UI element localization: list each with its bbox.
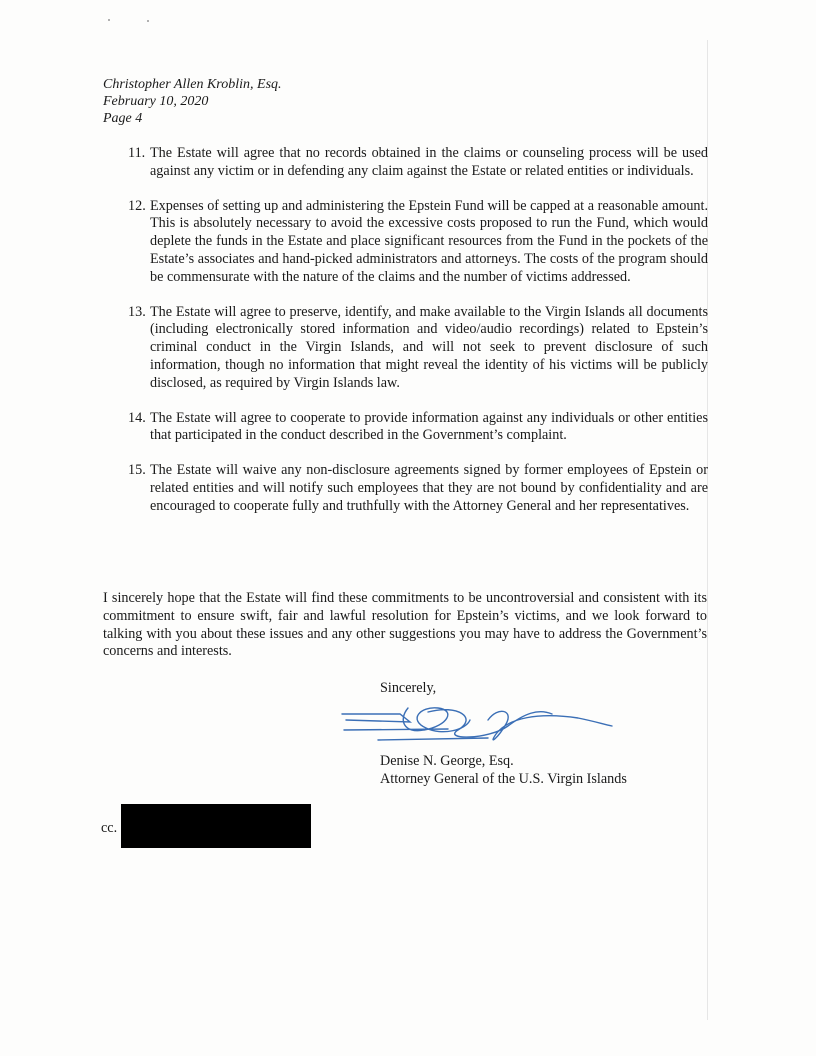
closing-paragraph: I sincerely hope that the Estate will find these commitments to be uncontroversial and consistent with its commitment to ensure swift, fair and lawful resolution for Epstein’s victims, and we look forward to talking with you about these issues and any other suggestions you may have to address the Government’s concerns and interests. <box>103 590 707 660</box>
item-text: The Estate will agree that no records obtained in the claims or counseling process will be used against any victim or in defending any claim against the Estate or related entities or individuals. <box>150 145 708 179</box>
item-number: 14. <box>128 409 146 426</box>
numbered-commitments <box>128 145 708 533</box>
letter-header <box>103 76 282 127</box>
list-item <box>128 145 708 181</box>
letter-date: February 10, 2020 <box>103 94 209 109</box>
page-number: Page 4 <box>103 111 143 126</box>
list-item <box>128 304 708 393</box>
item-text: Expenses of setting up and administering the Epstein Fund will be capped at a reasonable amount. This is absolutely necessary to avoid the excessive costs proposed to run the Fund, which would deplete the funds in the Estate and place significant resources from the Fund in the pockets of the Estate’s associates and hand-picked administrators and attorneys. The costs of the program should be commensurate with the nature of the claims and the number of victims addressed. <box>150 197 708 285</box>
redaction-box <box>121 804 311 848</box>
sign-off: Sincerely, <box>380 680 437 696</box>
item-number: 12. <box>128 197 146 214</box>
cc-label: cc. <box>101 820 118 836</box>
list-item <box>128 462 708 515</box>
list-item <box>128 410 708 446</box>
list-item <box>128 198 708 287</box>
signer-name: Denise N. George, Esq. <box>380 753 514 769</box>
scan-speck <box>147 20 149 22</box>
signer-title: Attorney General of the U.S. Virgin Islands <box>380 771 627 787</box>
item-number: 13. <box>128 303 146 320</box>
signature-image <box>338 700 618 750</box>
recipient-name: Christopher Allen Kroblin, Esq. <box>103 77 282 92</box>
item-text: The Estate will agree to preserve, identify, and make available to the Virgin Islands all documents (including electronically stored information and video/audio recordings) related to Epstein’s criminal conduct in the Virgin Islands, and will not seek to prevent disclosure of such information, though no information that might reveal the identity of his victims will be publicly disclosed, as required by Virgin Islands law. <box>150 303 708 391</box>
item-text: The Estate will agree to cooperate to provide information against any individuals or other entities that participated in the conduct described in the Government’s complaint. <box>150 409 708 444</box>
item-number: 15. <box>128 462 146 479</box>
item-text: The Estate will waive any non-disclosure agreements signed by former employees of Epstein or related entities and will notify such employees that they are not bound by confidentiality and are encouraged to cooperate fully and truthfully with the Attorney General and her representatives. <box>150 462 708 514</box>
item-number: 11. <box>128 145 146 161</box>
scan-speck <box>108 19 110 21</box>
signature-block <box>380 752 627 788</box>
